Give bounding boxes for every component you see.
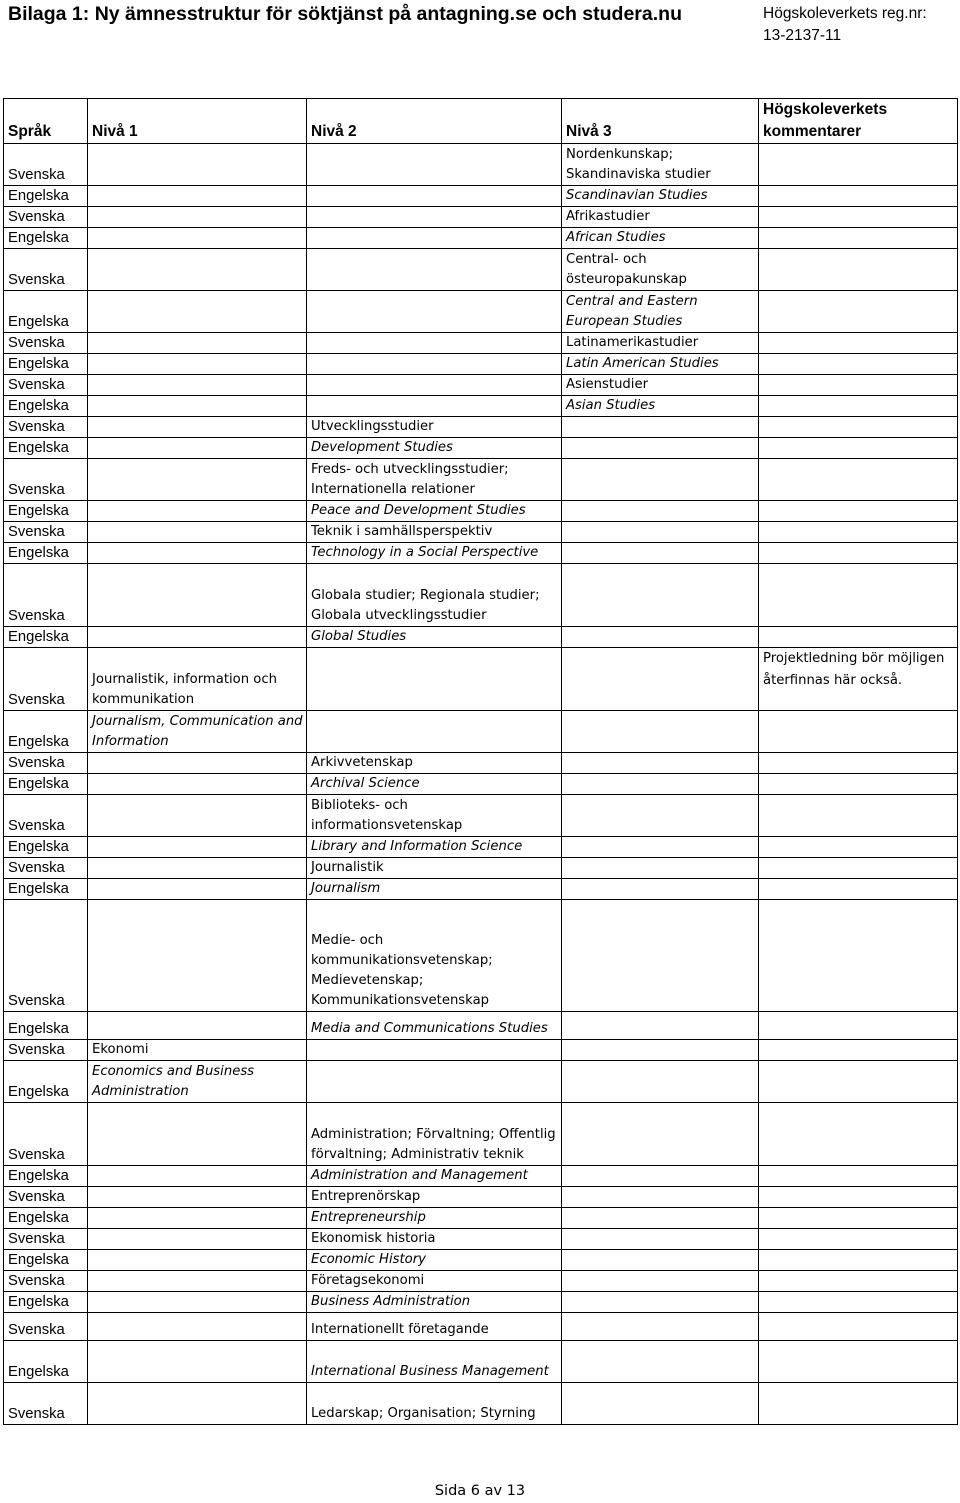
cell-level2 [307, 354, 562, 375]
cell-language: Svenska [4, 753, 88, 774]
cell-comment [759, 459, 958, 501]
cell-comment [759, 1187, 958, 1208]
table-row [4, 753, 958, 774]
table-row [4, 1103, 958, 1166]
cell-level3 [562, 459, 759, 501]
page-title: Bilaga 1: Ny ämnesstruktur för söktjänst på antagning.se och studera.nu [8, 3, 682, 25]
cell-level2: Library and Information Science [307, 837, 562, 858]
cell-comment [759, 711, 958, 753]
table-row [4, 795, 958, 837]
cell-language: Svenska [4, 249, 88, 291]
cell-level3: Nordenkunskap; Skandinaviska studier [562, 144, 759, 186]
cell-comment [759, 1313, 958, 1341]
cell-language: Svenska [4, 900, 88, 1012]
cell-level1 [88, 228, 307, 249]
table-row [4, 1271, 958, 1292]
cell-level3 [562, 1271, 759, 1292]
table-row [4, 1061, 958, 1103]
col-header-comments-line1: Högskoleverkets [763, 101, 888, 118]
cell-level3 [562, 1061, 759, 1103]
cell-language: Svenska [4, 144, 88, 186]
cell-level3: Central and Eastern European Studies [562, 291, 759, 333]
cell-level3 [562, 753, 759, 774]
cell-level2: Biblioteks- och informationsvetenskap [307, 795, 562, 837]
cell-comment [759, 564, 958, 627]
cell-level1 [88, 774, 307, 795]
cell-level2: Economic History [307, 1250, 562, 1271]
cell-level1 [88, 1103, 307, 1166]
cell-level1 [88, 417, 307, 438]
cell-level2: Globala studier; Regionala studier; Globala utvecklingsstudier [307, 564, 562, 627]
cell-comment [759, 1250, 958, 1271]
table-row [4, 858, 958, 879]
cell-level2: International Business Management [307, 1341, 562, 1383]
cell-language: Svenska [4, 375, 88, 396]
cell-level1 [88, 1166, 307, 1187]
cell-level1: Journalistik, information och kommunikation [88, 648, 307, 711]
table-row [4, 396, 958, 417]
cell-comment [759, 879, 958, 900]
cell-level1 [88, 249, 307, 291]
cell-level1 [88, 522, 307, 543]
cell-comment [759, 417, 958, 438]
cell-level1 [88, 1341, 307, 1383]
cell-level2: Administration and Management [307, 1166, 562, 1187]
cell-level2: Business Administration [307, 1292, 562, 1313]
cell-comment [759, 501, 958, 522]
cell-level2 [307, 375, 562, 396]
cell-level1 [88, 438, 307, 459]
cell-level2 [307, 144, 562, 186]
table-row [4, 249, 958, 291]
cell-comment [759, 1061, 958, 1103]
cell-level1 [88, 186, 307, 207]
cell-language: Engelska [4, 879, 88, 900]
cell-comment [759, 774, 958, 795]
cell-level3 [562, 627, 759, 648]
cell-comment [759, 1208, 958, 1229]
cell-level2: Medie- och kommunikationsvetenskap; Medievetenskap; Kommunikationsvetenskap [307, 900, 562, 1012]
cell-level3: Asian Studies [562, 396, 759, 417]
cell-comment [759, 900, 958, 1012]
col-header-lang: Språk [4, 99, 88, 144]
cell-language: Engelska [4, 1061, 88, 1103]
table-row [4, 438, 958, 459]
registration-number [763, 3, 927, 47]
cell-language: Engelska [4, 1012, 88, 1040]
table-row [4, 1383, 958, 1425]
cell-level1 [88, 564, 307, 627]
cell-level2 [307, 1040, 562, 1061]
cell-level3 [562, 1292, 759, 1313]
cell-language: Svenska [4, 858, 88, 879]
cell-comment [759, 1341, 958, 1383]
table-row [4, 144, 958, 186]
table-row [4, 501, 958, 522]
cell-language: Engelska [4, 543, 88, 564]
cell-comment [759, 354, 958, 375]
cell-level3 [562, 1313, 759, 1341]
cell-level1 [88, 858, 307, 879]
cell-level3 [562, 1341, 759, 1383]
cell-level2: Journalism [307, 879, 562, 900]
cell-comment [759, 291, 958, 333]
cell-level1 [88, 1292, 307, 1313]
cell-language: Engelska [4, 1166, 88, 1187]
cell-level3: Central- och östeuropakunskap [562, 249, 759, 291]
table-row [4, 1292, 958, 1313]
cell-language: Svenska [4, 795, 88, 837]
cell-level1 [88, 459, 307, 501]
cell-level2 [307, 186, 562, 207]
table-row [4, 375, 958, 396]
cell-level2: Arkivvetenskap [307, 753, 562, 774]
cell-level3 [562, 438, 759, 459]
cell-level1 [88, 795, 307, 837]
cell-level1 [88, 900, 307, 1012]
cell-comment [759, 1383, 958, 1425]
regnr-label: Högskoleverkets reg.nr: [763, 5, 927, 22]
col-header-comments [759, 99, 958, 144]
cell-comment [759, 396, 958, 417]
cell-level3 [562, 1187, 759, 1208]
cell-level1: Economics and Business Administration [88, 1061, 307, 1103]
cell-comment [759, 207, 958, 228]
col-header-comments-line2: kommentarer [763, 123, 862, 140]
cell-level1 [88, 1250, 307, 1271]
cell-level3: Asienstudier [562, 375, 759, 396]
cell-language: Svenska [4, 1313, 88, 1341]
table-row [4, 1208, 958, 1229]
cell-level3 [562, 858, 759, 879]
cell-level2 [307, 291, 562, 333]
col-header-level3: Nivå 3 [562, 99, 759, 144]
cell-language: Engelska [4, 501, 88, 522]
cell-level3 [562, 1012, 759, 1040]
page-number: Sida 6 av 13 [434, 1483, 526, 1499]
cell-level1 [88, 333, 307, 354]
cell-level2: Freds- och utvecklingsstudier; Internationella relationer [307, 459, 562, 501]
cell-level2 [307, 207, 562, 228]
cell-level1 [88, 144, 307, 186]
cell-level3 [562, 1166, 759, 1187]
cell-comment [759, 1040, 958, 1061]
cell-level1 [88, 543, 307, 564]
cell-comment: Projektledning bör möjligen återfinnas här också. [759, 648, 958, 711]
table-row [4, 564, 958, 627]
cell-language: Svenska [4, 1383, 88, 1425]
cell-level3 [562, 564, 759, 627]
cell-level3: Latinamerikastudier [562, 333, 759, 354]
cell-level1 [88, 627, 307, 648]
cell-comment [759, 1271, 958, 1292]
cell-level3 [562, 1250, 759, 1271]
table-row [4, 774, 958, 795]
cell-level2 [307, 1061, 562, 1103]
table-row [4, 648, 958, 711]
cell-level1: Ekonomi [88, 1040, 307, 1061]
cell-level3: Latin American Studies [562, 354, 759, 375]
cell-level1: Journalism, Communication and Information [88, 711, 307, 753]
cell-level2: Ekonomisk historia [307, 1229, 562, 1250]
cell-level1 [88, 1383, 307, 1425]
table-row [4, 837, 958, 858]
cell-language: Engelska [4, 1292, 88, 1313]
cell-level2: Technology in a Social Perspective [307, 543, 562, 564]
cell-level1 [88, 354, 307, 375]
cell-language: Svenska [4, 1187, 88, 1208]
cell-level3 [562, 711, 759, 753]
cell-level3 [562, 1383, 759, 1425]
cell-comment [759, 249, 958, 291]
cell-language: Engelska [4, 228, 88, 249]
cell-level1 [88, 1229, 307, 1250]
cell-level3 [562, 1229, 759, 1250]
cell-level3 [562, 1103, 759, 1166]
cell-level2: Archival Science [307, 774, 562, 795]
cell-level1 [88, 501, 307, 522]
cell-level1 [88, 207, 307, 228]
cell-level3 [562, 1208, 759, 1229]
cell-comment [759, 627, 958, 648]
table-row [4, 627, 958, 648]
table-header-row [4, 99, 958, 144]
cell-level3 [562, 1040, 759, 1061]
subject-structure-table [3, 98, 958, 1425]
cell-level3 [562, 795, 759, 837]
table-row [4, 711, 958, 753]
col-header-level1: Nivå 1 [88, 99, 307, 144]
cell-level3 [562, 774, 759, 795]
cell-level3 [562, 837, 759, 858]
cell-level2: Development Studies [307, 438, 562, 459]
cell-level2: Entreprenörskap [307, 1187, 562, 1208]
cell-language: Engelska [4, 291, 88, 333]
cell-level2 [307, 396, 562, 417]
table-row [4, 1341, 958, 1383]
table-row [4, 186, 958, 207]
cell-level3 [562, 648, 759, 711]
cell-language: Svenska [4, 207, 88, 228]
cell-level2: Journalistik [307, 858, 562, 879]
cell-level2: Utvecklingsstudier [307, 417, 562, 438]
cell-level1 [88, 837, 307, 858]
cell-language: Engelska [4, 354, 88, 375]
cell-level2: Media and Communications Studies [307, 1012, 562, 1040]
cell-language: Svenska [4, 1271, 88, 1292]
cell-comment [759, 144, 958, 186]
table-row [4, 1229, 958, 1250]
cell-level3: African Studies [562, 228, 759, 249]
table-row [4, 459, 958, 501]
cell-comment [759, 333, 958, 354]
cell-comment [759, 1103, 958, 1166]
cell-comment [759, 186, 958, 207]
cell-language: Engelska [4, 627, 88, 648]
cell-language: Engelska [4, 1208, 88, 1229]
cell-language: Engelska [4, 186, 88, 207]
cell-language: Engelska [4, 396, 88, 417]
regnr-value: 13-2137-11 [763, 27, 842, 44]
cell-level3 [562, 522, 759, 543]
cell-level1 [88, 396, 307, 417]
cell-level2 [307, 228, 562, 249]
table-row [4, 333, 958, 354]
table-row [4, 291, 958, 333]
cell-level2: Internationellt företagande [307, 1313, 562, 1341]
cell-language: Engelska [4, 711, 88, 753]
cell-level3 [562, 879, 759, 900]
cell-comment [759, 795, 958, 837]
cell-language: Engelska [4, 1250, 88, 1271]
cell-level1 [88, 291, 307, 333]
cell-comment [759, 1012, 958, 1040]
cell-level3 [562, 543, 759, 564]
cell-language: Engelska [4, 1341, 88, 1383]
table-row [4, 417, 958, 438]
cell-level3 [562, 900, 759, 1012]
cell-level2 [307, 711, 562, 753]
cell-language: Svenska [4, 1040, 88, 1061]
cell-language: Engelska [4, 837, 88, 858]
cell-comment [759, 837, 958, 858]
cell-language: Svenska [4, 417, 88, 438]
cell-level2 [307, 648, 562, 711]
table-row [4, 543, 958, 564]
table-row [4, 879, 958, 900]
table-row [4, 1250, 958, 1271]
cell-level1 [88, 1012, 307, 1040]
cell-level3 [562, 417, 759, 438]
cell-level3 [562, 501, 759, 522]
cell-level2: Företagsekonomi [307, 1271, 562, 1292]
table-row [4, 1166, 958, 1187]
cell-level1 [88, 1313, 307, 1341]
cell-language: Svenska [4, 459, 88, 501]
table-row [4, 1187, 958, 1208]
cell-level1 [88, 753, 307, 774]
cell-level2: Global Studies [307, 627, 562, 648]
cell-language: Engelska [4, 774, 88, 795]
table-row [4, 1313, 958, 1341]
cell-level3: Scandinavian Studies [562, 186, 759, 207]
table-row [4, 900, 958, 1012]
cell-comment [759, 228, 958, 249]
cell-comment [759, 375, 958, 396]
cell-comment [759, 858, 958, 879]
cell-level2: Peace and Development Studies [307, 501, 562, 522]
table-row [4, 1040, 958, 1061]
cell-level3: Afrikastudier [562, 207, 759, 228]
cell-language: Svenska [4, 564, 88, 627]
cell-comment [759, 543, 958, 564]
cell-language: Svenska [4, 1229, 88, 1250]
cell-level2 [307, 333, 562, 354]
table-row [4, 522, 958, 543]
cell-comment [759, 753, 958, 774]
cell-language: Svenska [4, 1103, 88, 1166]
cell-language: Engelska [4, 438, 88, 459]
cell-comment [759, 1229, 958, 1250]
cell-comment [759, 1292, 958, 1313]
table-row [4, 354, 958, 375]
cell-level2: Ledarskap; Organisation; Styrning [307, 1383, 562, 1425]
cell-comment [759, 522, 958, 543]
cell-level1 [88, 1187, 307, 1208]
cell-language: Svenska [4, 333, 88, 354]
cell-level2: Entrepreneurship [307, 1208, 562, 1229]
table-row [4, 1012, 958, 1040]
cell-language: Svenska [4, 648, 88, 711]
cell-level1 [88, 1208, 307, 1229]
cell-level2: Teknik i samhällsperspektiv [307, 522, 562, 543]
col-header-level2: Nivå 2 [307, 99, 562, 144]
cell-language: Svenska [4, 522, 88, 543]
cell-comment [759, 1166, 958, 1187]
cell-level1 [88, 1271, 307, 1292]
cell-level1 [88, 879, 307, 900]
table-row [4, 207, 958, 228]
table-row [4, 228, 958, 249]
cell-comment [759, 438, 958, 459]
cell-level2 [307, 249, 562, 291]
cell-level2: Administration; Förvaltning; Offentlig förvaltning; Administrativ teknik [307, 1103, 562, 1166]
cell-level1 [88, 375, 307, 396]
